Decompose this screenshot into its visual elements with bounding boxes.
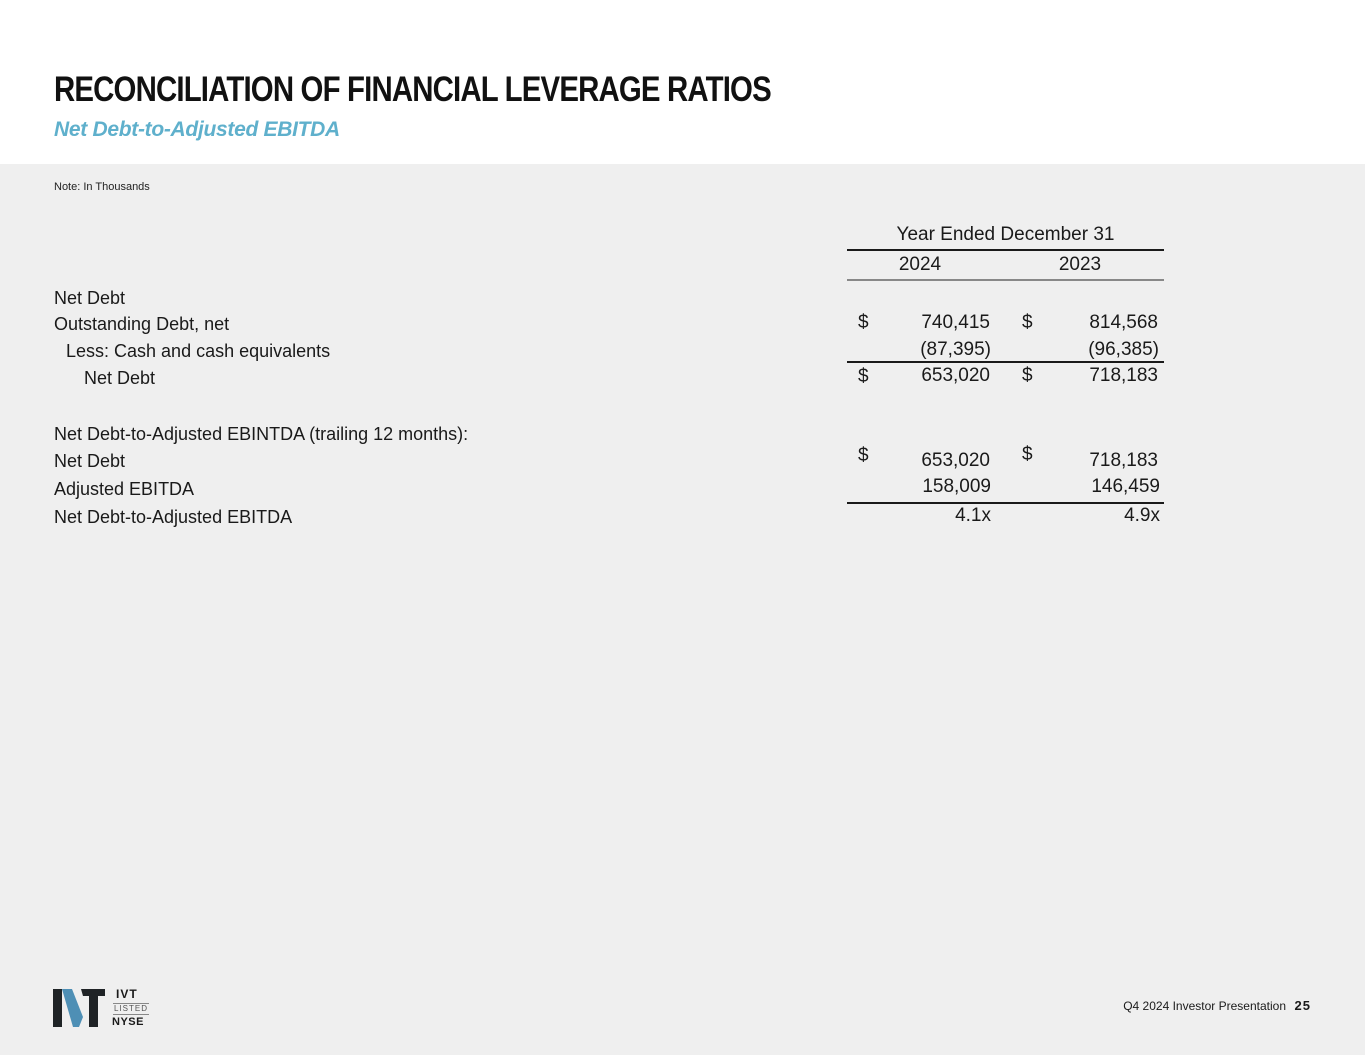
logo-stroke-diagonal xyxy=(62,989,83,1027)
currency-symbol: $ xyxy=(858,445,869,466)
section-heading-net-debt: Net Debt xyxy=(54,288,126,308)
period-header: Year Ended December 31 xyxy=(896,224,1115,245)
divider xyxy=(847,279,1164,281)
header xyxy=(0,0,1365,164)
logo-ticker: IVT xyxy=(116,987,138,1001)
currency-symbol: $ xyxy=(858,312,869,333)
cell-adjusted-ebitda-2024: 158,009 xyxy=(922,476,991,497)
cell-ratio-2024: 4.1x xyxy=(955,505,991,526)
cell-net-debt-2023: 718,183 xyxy=(1089,450,1158,471)
column-header-2023: 2023 xyxy=(1058,254,1102,275)
row-label-net-debt: Net Debt xyxy=(54,451,126,471)
cell-net-debt-2024: 653,020 xyxy=(921,450,990,471)
cell-outstanding-debt-2023: 814,568 xyxy=(1089,312,1158,333)
logo-stroke-left xyxy=(53,989,62,1027)
column-header-2024: 2024 xyxy=(898,254,942,275)
page-subtitle: Net Debt-to-Adjusted EBITDA xyxy=(54,118,340,141)
page-title: RECONCILIATION OF FINANCIAL LEVERAGE RATIOS xyxy=(54,70,771,109)
row-label-outstanding-debt: Outstanding Debt, net xyxy=(54,314,230,334)
cell-ratio-2023: 4.9x xyxy=(1124,505,1160,526)
footer-presentation-title: Q4 2024 Investor Presentation xyxy=(1123,999,1286,1013)
divider xyxy=(847,249,1164,251)
currency-symbol: $ xyxy=(858,366,869,387)
subtotal-line xyxy=(847,361,1164,363)
logo-t-bar xyxy=(81,989,105,996)
section-heading-ratio: Net Debt-to-Adjusted EBINTDA (trailing 12 months): xyxy=(54,424,469,444)
cell-less-cash-2024: (87,395) xyxy=(920,339,991,360)
currency-symbol: $ xyxy=(1022,312,1033,333)
cell-net-debt-total-2024: 653,020 xyxy=(921,365,990,386)
page-number: 25 xyxy=(1294,998,1311,1013)
logo-exchange: NYSE xyxy=(112,1016,144,1028)
currency-symbol: $ xyxy=(1022,365,1033,386)
logo-t-stem xyxy=(89,996,98,1027)
row-label-net-debt-total: Net Debt xyxy=(84,368,156,388)
row-label-ratio: Net Debt-to-Adjusted EBITDA xyxy=(54,507,293,527)
logo-listed: LISTED xyxy=(114,1004,149,1013)
row-label-less-cash: Less: Cash and cash equivalents xyxy=(66,341,331,361)
cell-net-debt-total-2023: 718,183 xyxy=(1089,365,1158,386)
cell-less-cash-2023: (96,385) xyxy=(1088,339,1159,360)
currency-symbol: $ xyxy=(1022,444,1033,465)
cell-outstanding-debt-2024: 740,415 xyxy=(921,312,990,333)
units-note: Note: In Thousands xyxy=(54,181,150,193)
cell-adjusted-ebitda-2023: 146,459 xyxy=(1091,476,1160,497)
row-label-adjusted-ebitda: Adjusted EBITDA xyxy=(54,479,195,499)
subtotal-line xyxy=(847,502,1164,504)
